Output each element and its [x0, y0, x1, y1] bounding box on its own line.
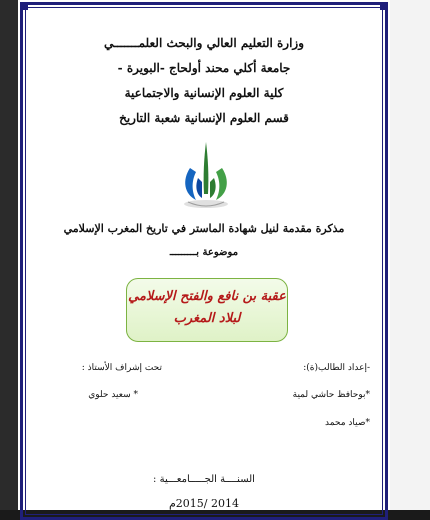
border-corner-ornament — [22, 4, 28, 10]
page-border-inner — [25, 7, 383, 515]
academic-year-value: 2014 /2015م — [168, 497, 239, 510]
viewer-left-gutter — [0, 0, 18, 510]
student-name-2: *صياد محمد — [324, 418, 370, 428]
ministry-line: وزارة التعليم العالي والبحث العلمـــــــي — [103, 36, 305, 50]
department-line: قسم العلوم الإنسانية شعبة التاريخ — [119, 111, 289, 125]
supervision-label: تحت إشراف الأستاذ : — [81, 363, 162, 373]
university-line: جامعة أكلي محند أولحاج -البويرة - — [117, 61, 291, 75]
academic-year-label: السنــــة الجـــــامعـــية : — [153, 474, 255, 485]
border-corner-ornament — [380, 4, 386, 10]
supervisor-name: * سعيد حلوي — [88, 390, 138, 400]
faculty-line: كلية العلوم الإنسانية والاجتماعية — [124, 86, 284, 100]
thesis-title-line-1: عقبة بن نافع والفتح الإسلامي — [128, 289, 286, 304]
thesis-title-line-2: لبلاد المغرب — [173, 311, 241, 326]
document-page — [18, 0, 390, 510]
viewer-right-gutter — [390, 0, 430, 510]
thesis-purpose: مذكرة مقدمة لنيل شهادة الماستر في تاريخ المغرب الإسلامي — [63, 222, 345, 235]
topic-label: موضوعة بـــــــــ — [169, 247, 239, 258]
student-name-1: *بوحافظ حاشي لمية — [292, 390, 370, 400]
prepared-by-label: -إعداد الطالب(ة): — [303, 363, 370, 373]
university-logo-icon — [168, 138, 244, 214]
thesis-title-box — [126, 278, 288, 342]
